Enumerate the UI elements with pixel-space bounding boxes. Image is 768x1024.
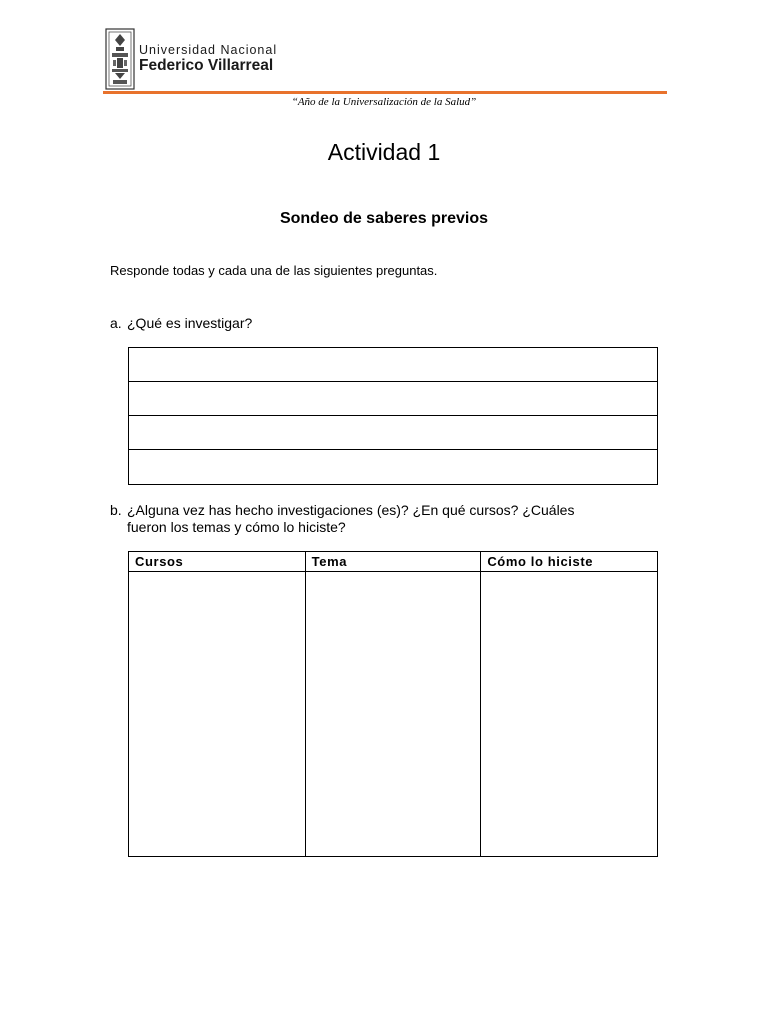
answer-line[interactable] <box>129 348 657 382</box>
university-header <box>103 26 667 96</box>
answer-line[interactable] <box>129 450 657 484</box>
logo-line-1: Universidad Nacional <box>139 43 278 57</box>
courses-table <box>128 551 658 857</box>
cursos-answer-cell[interactable] <box>129 572 306 857</box>
question-b-label: b. <box>110 502 122 518</box>
answer-line[interactable] <box>129 382 657 416</box>
table-row <box>129 572 658 857</box>
question-a <box>110 315 252 332</box>
header-divider <box>103 91 667 94</box>
answer-box-a[interactable] <box>128 347 658 485</box>
table-header-row <box>129 552 658 572</box>
como-answer-cell[interactable] <box>481 572 658 857</box>
column-header-como: Cómo lo hiciste <box>481 552 658 572</box>
column-header-tema: Tema <box>305 552 481 572</box>
page-title: Actividad 1 <box>327 139 441 165</box>
year-motto: “Año de la Universalización de la Salud” <box>291 96 477 108</box>
logo-line-2: Federico Villarreal <box>139 57 274 74</box>
question-b <box>110 502 574 536</box>
question-b-text-line2: fueron los temas y cómo lo hiciste? <box>127 519 346 535</box>
question-a-text: ¿Qué es investigar? <box>127 315 253 331</box>
column-header-cursos: Cursos <box>129 552 306 572</box>
page-subtitle: Sondeo de saberes previos <box>279 210 489 227</box>
university-emblem-icon <box>105 28 135 90</box>
instruction-text: Responde todas y cada una de las siguientes preguntas. <box>110 263 438 278</box>
question-b-text-line1: ¿Alguna vez has hecho investigaciones (es)? ¿En qué cursos? ¿Cuáles <box>127 502 575 518</box>
question-a-label: a. <box>110 315 122 331</box>
tema-answer-cell[interactable] <box>305 572 481 857</box>
answer-line[interactable] <box>129 416 657 450</box>
university-logo-text <box>139 43 277 75</box>
